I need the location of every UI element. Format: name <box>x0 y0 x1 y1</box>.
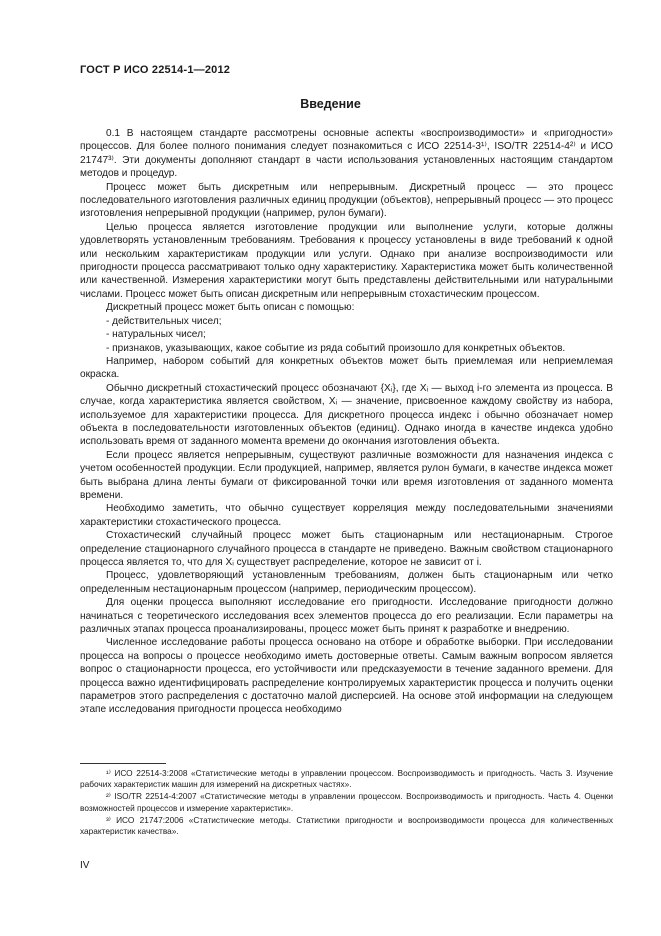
footnote: ²⁾ ISO/TR 22514-4:2007 «Статистические методы в управлении процессом. Воспроизводимость и пригодность. Часть 4. Оценки возможностей процессов и измерение характеристик». <box>80 791 613 813</box>
paragraph: Обычно дискретный стохастический процесс обозначают {Xᵢ}, где Xᵢ — выход i-го элемента из процесса. В случае, когда характеристика является свойством, Xᵢ — значение, присвоенное каждому свойству из набора, используемое для характеристики процесса. Для дискретного процесса индекс i обычно обозначает номер объекта в последовательности изготовленных объектов (единиц). Однако иногда в качестве индекса удобно использовать время от заданного момента времени до окончания изготовления объекта. <box>80 382 613 448</box>
paragraph: Процесс, удовлетворяющий установленным требованиям, должен быть стационарным или четко определенным нестационарным процессом (например, периодическим процессом). <box>80 570 613 595</box>
paragraph: Дискретный процесс может быть описан с помощью: <box>106 302 355 314</box>
document-header: ГОСТ Р ИСО 22514-1—2012 <box>80 64 231 76</box>
paragraph: Стохастический случайный процесс может быть стационарным или нестационарным. Строгое определение стационарного случайного процесса в стандарте не приведено. Важным свойством стационарного процесса является то, что для Xᵢ существует распределение, которое не зависит от i. <box>80 530 613 568</box>
page-number: IV <box>80 860 90 871</box>
paragraph: Численное исследование работы процесса основано на отборе и обработке выборки. При исследовании процесса на вопросы о процессе необходимо иметь достоверные ответы. Самым важным вопросом является вопрос о стационарности процесса, его устойчивости или предсказуемости в течение заданного времени. Для процесса важно идентифицировать распределение контролируемых характеристик процесса и получить оценки параметров этого распределения с достаточно малой дисперсией. На основе этой информации на следующем этапе исследования пригодности процесса необходимо <box>80 637 613 716</box>
list-item: - натуральных чисел; <box>106 329 206 341</box>
footnotes <box>80 768 613 838</box>
paragraph: Процесс может быть дискретным или непрерывным. Дискретный процесс — это процесс последовательного изготовления различных единиц продукции (объектов), непрерывный процесс — это процесс изготовления непрерывной продукции (например, рулон бумаги). <box>80 181 613 220</box>
paragraph: 0.1 В настоящем стандарте рассмотрены основные аспекты «воспроизводимости» и «пригодности» процессов. Для более полного понимания следует познакомиться с ИСО 22514-3¹⁾, ISO/TR 22514-4²⁾ и ИСО 21747³⁾. Эти документы дополняют стандарт в части использования установленных настоящим стандартом методов и процедур. <box>80 128 613 180</box>
paragraph: Необходимо заметить, что обычно существует корреляция между последовательными значениями характеристики стохастического процесса. <box>80 503 613 528</box>
paragraph: Для оценки процесса выполняют исследование его пригодности. Исследование пригодности должно начинаться с теоретического исследования всех элементов процесса до его реализации. Если параметры на различных этапах процесса проанализированы, процесс может быть принят к разработке и внедрению. <box>80 597 613 636</box>
body-text <box>80 127 613 717</box>
list-item: - действительных чисел; <box>106 315 222 327</box>
section-title: Введение <box>300 97 361 111</box>
footnote: ¹⁾ ИСО 22514-3:2008 «Статистические методы в управлении процессом. Воспроизводимость и пригодность. Часть 3. Изучение рабочих характеристик машин для измерений на дискретных частях». <box>80 768 613 790</box>
paragraph: Если процесс является непрерывным, существуют различные возможности для назначения индекса с учетом особенностей продукции. Если продукцией, например, является рулон бумаги, в качестве индекса может быть выбрана длина ленты бумаги от фиксированной точки или время изготовления от заданного момента времени. <box>80 449 613 501</box>
footnote-divider <box>80 763 166 764</box>
list-item: - признаков, указывающих, какое событие из ряда событий произошло для конкретных объектов. <box>106 342 566 354</box>
footnote: ³⁾ ИСО 21747:2006 «Статистические методы. Статистики пригодности и воспроизводимости процесса для количественных характеристик качества». <box>80 814 613 837</box>
paragraph: Целью процесса является изготовление продукции или выполнение услуги, которые должны удовлетворять установленным требованиям. Требования к процессу установлены в виде требований к одной или нескольким характеристикам продукции или услуги. Однако при анализе воспроизводимости или пригодности процесса рассматривают только одну характеристику. Характеристика может быть количественной или качественной. Измерения характеристики могут быть представлены действительными или натуральными числами. Процесс может быть описан дискретным или непрерывным стохастическим процессом. <box>80 221 613 300</box>
paragraph: Например, набором событий для конкретных объектов может быть приемлемая или неприемлемая окраска. <box>80 355 613 381</box>
